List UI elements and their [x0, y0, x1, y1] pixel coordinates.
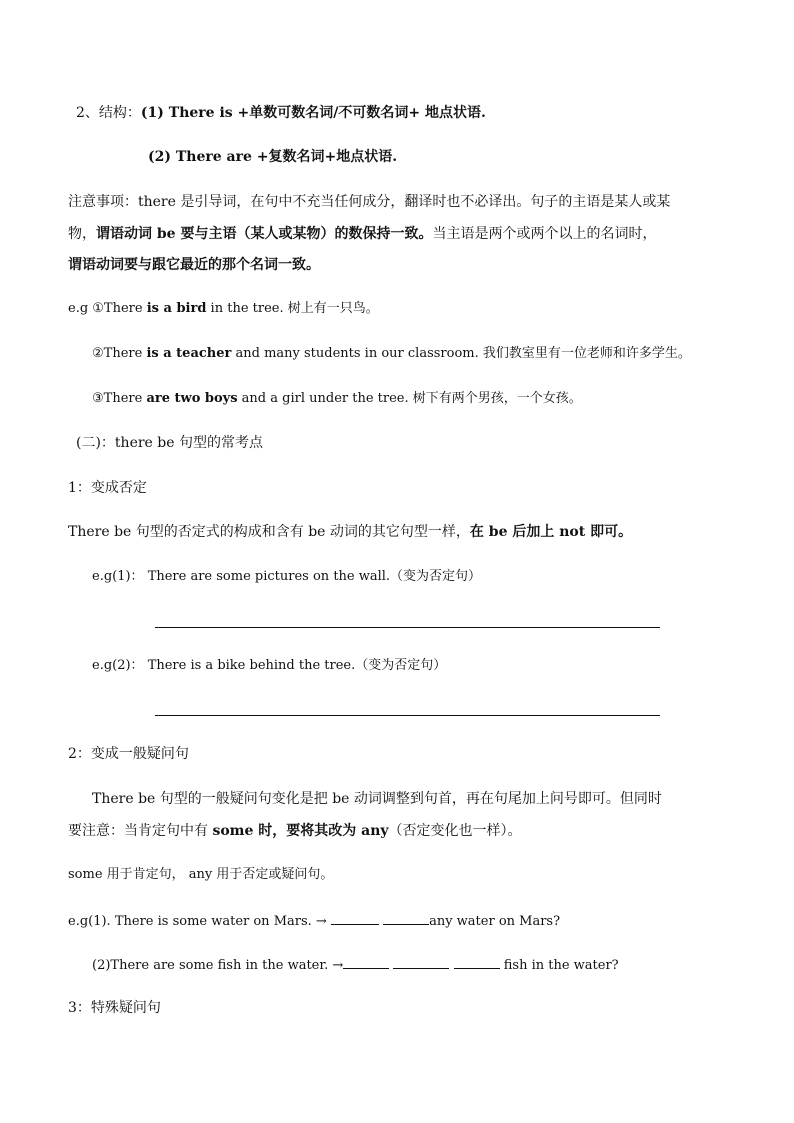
- negative-answer-line-1[interactable]: [155, 627, 660, 628]
- example-1-rest: in the tree. 树上有一只鸟。: [206, 301, 379, 316]
- some-any-rule: some 用于肯定句， any 用于否定或疑问句。: [68, 867, 334, 882]
- question-example-1-b: any water on Mars?: [429, 914, 561, 929]
- example-1-prefix: e.g ①There: [68, 301, 147, 316]
- negative-desc-a: There be 句型的否定式的构成和含有 be 动词的其它句型一样，: [68, 524, 470, 540]
- negative-answer-line-2[interactable]: [155, 715, 660, 716]
- question-example-1-a: e.g(1). There is some water on Mars. →: [68, 914, 327, 929]
- question-desc-1: There be 句型的一般疑问句变化是把 be 动词调整到句首，再在句尾加上问号即可。但同时: [92, 791, 662, 807]
- example-3-prefix: ③There: [92, 391, 147, 406]
- example-1: [68, 299, 379, 319]
- question-blank-2c[interactable]: [454, 954, 500, 969]
- question-blank-2a[interactable]: [343, 954, 389, 969]
- example-2-bold: is a teacher: [146, 346, 232, 361]
- note-line-2-a: 物，: [68, 226, 96, 242]
- example-3: [92, 389, 582, 409]
- question-example-2-a: (2)There are some fish in the water. →: [92, 958, 344, 973]
- question-blank-2b[interactable]: [393, 954, 449, 969]
- note-line-2-c: 当主语是两个或两个以上的名词时，: [432, 226, 657, 242]
- question-example-2-b: fish in the water?: [499, 958, 619, 973]
- question-desc-2-a: 要注意：当肯定句中有: [68, 823, 213, 839]
- special-title: 3：特殊疑问句: [68, 1000, 161, 1016]
- negative-title: 1：变成否定: [68, 480, 147, 496]
- example-2: [92, 344, 691, 364]
- structure-rule-2: (2) There are +复数名词+地点状语.: [148, 149, 398, 165]
- question-desc-2: [68, 821, 522, 841]
- section-2-title: (二)：there be 句型的常考点: [76, 435, 263, 451]
- example-3-bold: are two boys: [146, 391, 238, 406]
- example-2-rest: and many students in our classroom. 我们教室里有一位老师和许多学生。: [231, 346, 691, 361]
- question-blank-1b[interactable]: [383, 910, 429, 925]
- question-example-1: [68, 910, 560, 932]
- negative-desc-bold: 在 be 后加上 not 即可。: [469, 524, 633, 540]
- structure-prefix: 2、结构：: [76, 105, 141, 121]
- note-line-3: 谓语动词要与跟它最近的那个名词一致。: [68, 257, 320, 273]
- question-title: 2：变成一般疑问句: [68, 746, 189, 762]
- structure-line-1: [76, 103, 486, 123]
- question-desc-2-c: （否定变化也一样）。: [388, 823, 522, 839]
- question-blank-1a[interactable]: [331, 910, 379, 925]
- negative-example-2: e.g(2)： There is a bike behind the tree.（变为否定句）: [92, 658, 447, 673]
- structure-rule-1: (1) There is +单数可数名词/不可数名词+ 地点状语.: [140, 105, 486, 121]
- example-1-bold: is a bird: [146, 301, 207, 316]
- question-example-2: [92, 954, 619, 976]
- example-3-rest: and a girl under the tree. 树下有两个男孩，一个女孩。: [237, 391, 582, 406]
- question-desc-2-bold: some 时，要将其改为 any: [212, 823, 389, 839]
- example-2-prefix: ②There: [92, 346, 147, 361]
- negative-desc: [68, 522, 632, 542]
- note-line-1: 注意事项：there 是引导词，在句中不充当任何成分，翻译时也不必译出。句子的主语是某人或某: [68, 194, 671, 210]
- negative-example-1: e.g(1)： There are some pictures on the wall.（变为否定句）: [92, 569, 482, 584]
- note-line-2-bold: 谓语动词 be 要与主语（某人或某物）的数保持一致。: [96, 226, 433, 242]
- note-line-2: [68, 224, 656, 244]
